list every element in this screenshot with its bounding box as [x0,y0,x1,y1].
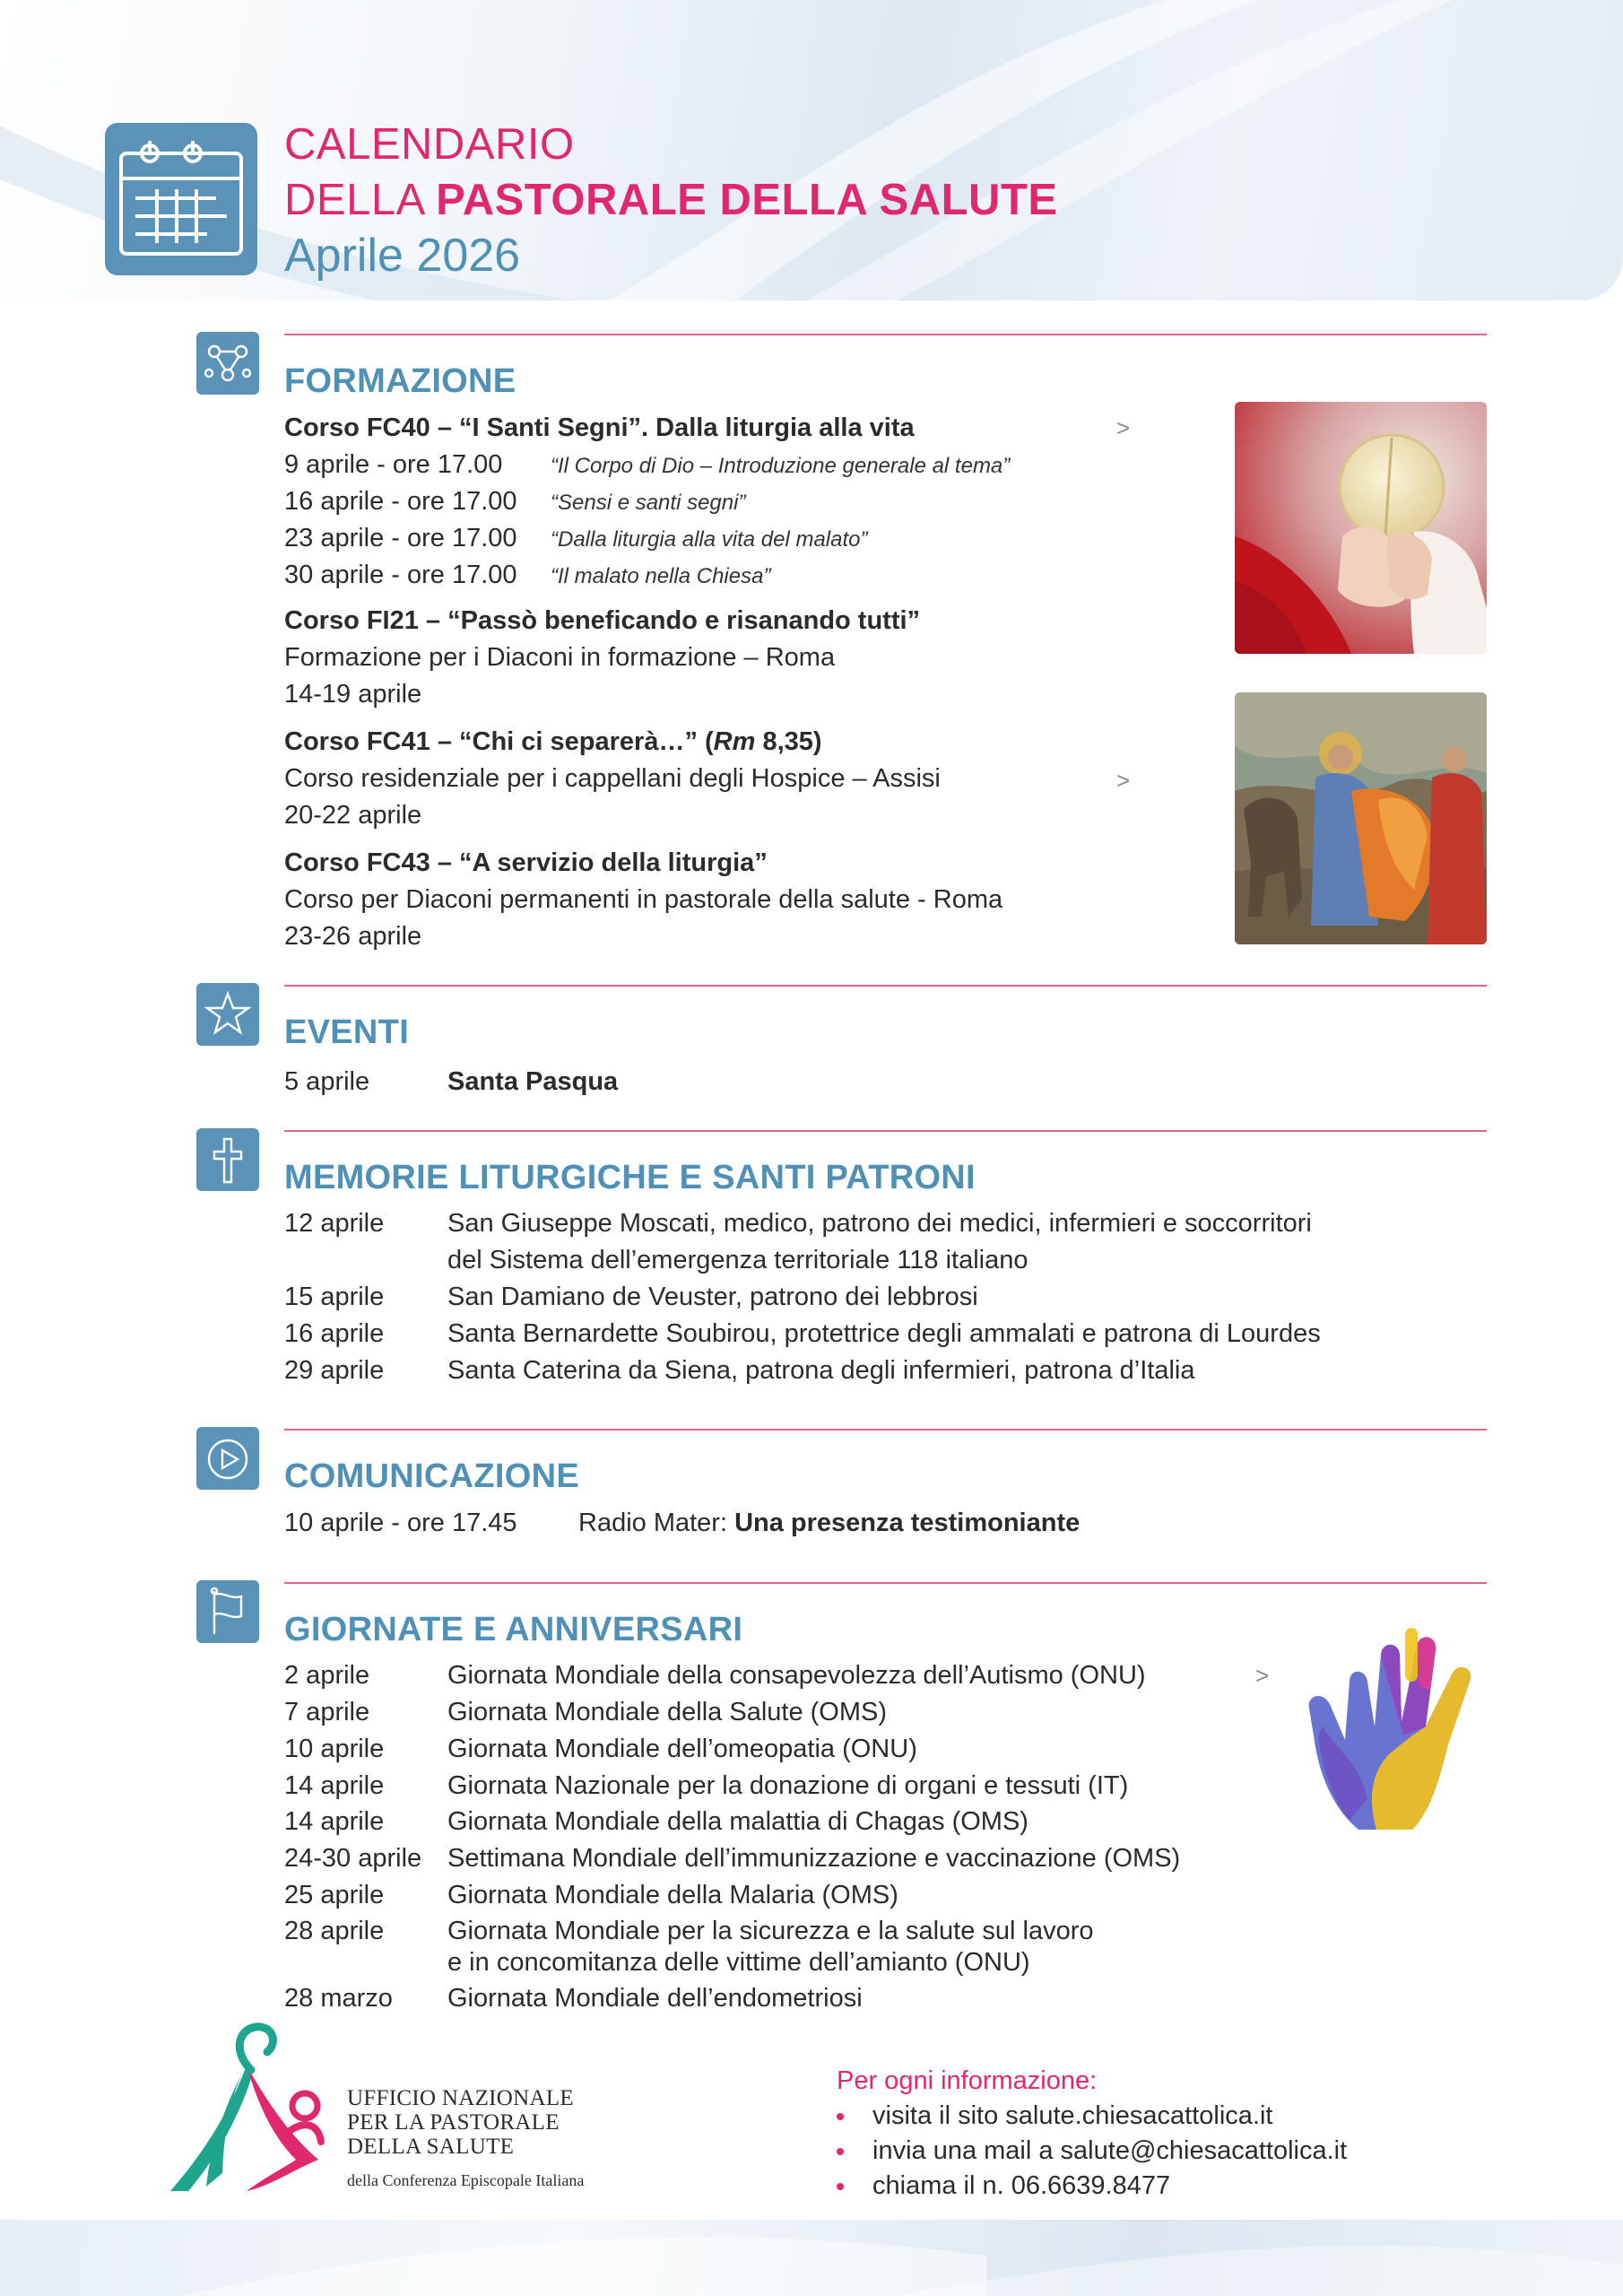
course-fc41-desc: Corso residenziale per i cappellani degli Hospice – Assisi [284,764,941,793]
play-icon [196,1427,259,1490]
title-line-1: CALENDARIO [284,120,575,169]
session-date: 9 aprile - ore 17.00 [284,450,503,479]
course-fi21-title: Corso FI21 – “Passò beneficando e risanando tutti” [284,606,921,635]
section-title-giornate: GIORNATE E ANNIVERSARI [284,1611,743,1648]
contact-info [837,2063,1347,2204]
giornata-date: 25 aprile [284,1881,385,1909]
giornata-text: Giornata Mondiale dell’endometriosi [447,1984,863,2013]
course-fc41-dates: 20-22 aprile [284,801,422,830]
host-photo [1235,402,1487,654]
separator [284,334,1487,335]
giornata-date: 28 marzo [284,1984,393,2013]
memoria-text: San Giuseppe Moscati, medico, patrono dei medici, infermieri e soccorritori [447,1209,1312,1238]
session-topic: “Sensi e santi segni” [551,491,746,515]
giornata-date: 24-30 aprile [284,1844,422,1873]
giornata-text: Giornata Nazionale per la donazione di organi e tessuti (IT) [447,1771,1129,1800]
course-fc41-title: Corso FC41 – “Chi ci separerà…” (Rm 8,35) [284,727,822,756]
course-fc43-desc: Corso per Diaconi permanenti in pastorale della salute - Roma [284,885,1003,914]
course-fc43-title: Corso FC43 – “A servizio della liturgia” [284,848,768,877]
session-topic: “Il malato nella Chiesa” [551,564,771,588]
section-title-memorie: MEMORIE LITURGICHE E SANTI PATRONI [284,1159,976,1196]
giornata-text: Giornata Mondiale della Salute (OMS) [447,1698,888,1726]
section-title-comunicazione: COMUNICAZIONE [284,1457,579,1495]
giornata-text: Giornata Mondiale della consapevolezza dell’Autismo (ONU) [447,1661,1146,1690]
memoria-text: San Damiano de Veuster, patrono dei lebbrosi [447,1283,978,1311]
giornata-text: Settimana Mondiale dell’immunizzazione e vaccinazione (OMS) [447,1844,1181,1873]
contact-email[interactable]: invia una mail a salute@chiesacattolica.it [837,2134,1347,2169]
course-fi21-desc: Formazione per i Diaconi in formazione – Roma [284,643,836,672]
giornata-date: 14 aprile [284,1807,385,1836]
title-line-2: DELLA PASTORALE DELLA SALUTE [284,176,1058,224]
separator [284,1429,1487,1431]
giornata-date: 7 aprile [284,1698,370,1726]
giornata-text: Giornata Mondiale della Malaria (OMS) [447,1881,898,1909]
session-date: 16 aprile - ore 17.00 [284,487,517,516]
event-name: Santa Pasqua [447,1067,619,1096]
giornata-date: 14 aprile [284,1771,385,1800]
chevron-right-icon[interactable]: > [1255,1662,1270,1689]
memoria-text: Santa Bernardette Soubirou, protettrice degli ammalati e patrona di Lourdes [447,1319,1321,1348]
giornata-text-2: e in concomitanza delle vittime dell’amianto (ONU) [447,1948,1030,1977]
memoria-date: 15 aprile [284,1283,385,1311]
memoria-date: 12 aprile [284,1209,385,1238]
comunicazione-item: Radio Mater: Una presenza testimoniante [578,1509,1081,1537]
course-fc43-dates: 23-26 aprile [284,922,422,951]
course-fc40-title: Corso FC40 – “I Santi Segni”. Dalla liturgia alla vita [284,413,915,442]
section-title-eventi: EVENTI [284,1013,410,1051]
memoria-date: 29 aprile [284,1356,385,1385]
ufficio-name: UFFICIO NAZIONALE PER LA PASTORALE DELLA SALUTE della Conferenza Episcopale Italiana [347,2086,585,2189]
session-date: 30 aprile - ore 17.00 [284,561,517,589]
chevron-right-icon[interactable]: > [1116,767,1131,794]
section-title-formazione: FORMAZIONE [284,362,516,400]
separator [284,1582,1487,1584]
memoria-text: Santa Caterina da Siena, patrona degli infermieri, patrona d’Italia [447,1356,1195,1385]
month-label: Aprile 2026 [284,230,521,282]
session-topic: “Il Corpo di Dio – Introduzione generale al tema” [551,454,1011,478]
comunicazione-date: 10 aprile - ore 17.45 [284,1509,517,1537]
giornata-text: Giornata Mondiale per la sicurezza e la salute sul lavoro [447,1917,1094,1945]
course-fi21-dates: 14-19 aprile [284,680,422,709]
page-title [284,117,1058,283]
memoria-date: 16 aprile [284,1319,385,1348]
event-date: 5 aprile [284,1067,370,1096]
people-network-icon [196,332,259,395]
giornata-text: Giornata Mondiale della malattia di Chagas (OMS) [447,1807,1028,1836]
painted-hand-image [1305,1619,1497,1834]
cross-icon [196,1128,259,1191]
contact-heading: Per ogni informazione: [837,2066,1098,2095]
memoria-text-2: del Sistema dell’emergenza territoriale 118 italiano [447,1246,1028,1274]
flag-icon [196,1580,259,1643]
ufficio-logo [161,2016,336,2196]
giornata-date: 28 aprile [284,1917,385,1945]
calendar-icon [105,123,257,275]
contact-website[interactable]: visita il sito salute.chiesacattolica.it [837,2099,1347,2134]
footer-background [0,2220,1623,2296]
separator [284,985,1487,987]
star-icon [196,983,259,1046]
giornata-text: Giornata Mondiale dell’omeopatia (ONU) [447,1735,917,1763]
giornata-date: 2 aprile [284,1661,370,1690]
separator [284,1130,1487,1132]
session-topic: “Dalla liturgia alla vita del malato” [551,527,868,552]
fresco-photo [1235,692,1487,944]
chevron-right-icon[interactable]: > [1116,414,1131,441]
contact-phone[interactable]: chiama il n. 06.6639.8477 [837,2169,1347,2204]
giornata-date: 10 aprile [284,1735,385,1763]
session-date: 23 aprile - ore 17.00 [284,524,517,552]
